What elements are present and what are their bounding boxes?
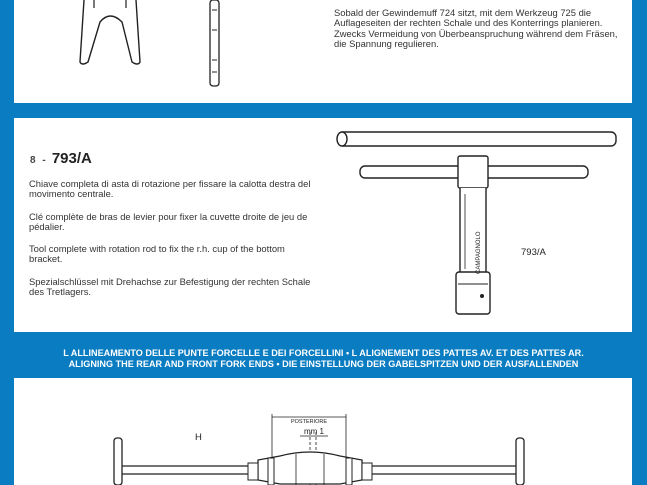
banner-line-1: L ALLINEAMENTO DELLE PUNTE FORCELLE E DEI FORCELLINI • L ALIGNEMENT DES PATTES AV. ET DES PATTES AR. (63, 348, 584, 358)
tool-heading (30, 150, 92, 167)
label-h: H (195, 432, 202, 443)
tool-code: 793/A (51, 150, 92, 167)
rod-drawing (205, 0, 225, 92)
desc-fr: Clé complète de bras de levier pour fixer la cuvette droite de jeu de pédalier. (29, 211, 308, 233)
measure-label: mm 1 (304, 427, 324, 436)
fork-tool-drawing (70, 0, 160, 68)
tool-engraving: CAMPAGNOLO (476, 231, 482, 274)
alignment-tool-drawing (100, 408, 540, 485)
tool-number: 8 - (30, 155, 48, 166)
top-de-paragraph: Sobald der Gewindemuff 724 sitzt, mit dem Werkzeug 725 die Auflageseiten der rechten Schale und des Konterrings planieren. Zwecks Vermeidung von Überbeanspruchung während dem Fräsen, die Spannung regulieren. (334, 7, 618, 50)
posteriore-label: POSTERIORE (290, 419, 328, 425)
desc-it: Chiave completa di asta di rotazione per fissare la calotta destra del movimento centrale. (29, 178, 311, 200)
tool-793a-drawing (330, 124, 620, 324)
section-banner (0, 348, 647, 370)
desc-de: Spezialschlüssel mit Drehachse zur Befestigung der rechten Schale des Tretlagers. (29, 276, 311, 298)
banner-line-2: ALIGNING THE REAR AND FRONT FORK ENDS • DIE EINSTELLUNG DER GABELSPITZEN UND DER AUSFALLENDEN (68, 359, 579, 369)
desc-en: Tool complete with rotation rod to fix the r.h. cup of the bottom bracket. (29, 243, 285, 265)
figure-label: 793/A (521, 247, 546, 258)
